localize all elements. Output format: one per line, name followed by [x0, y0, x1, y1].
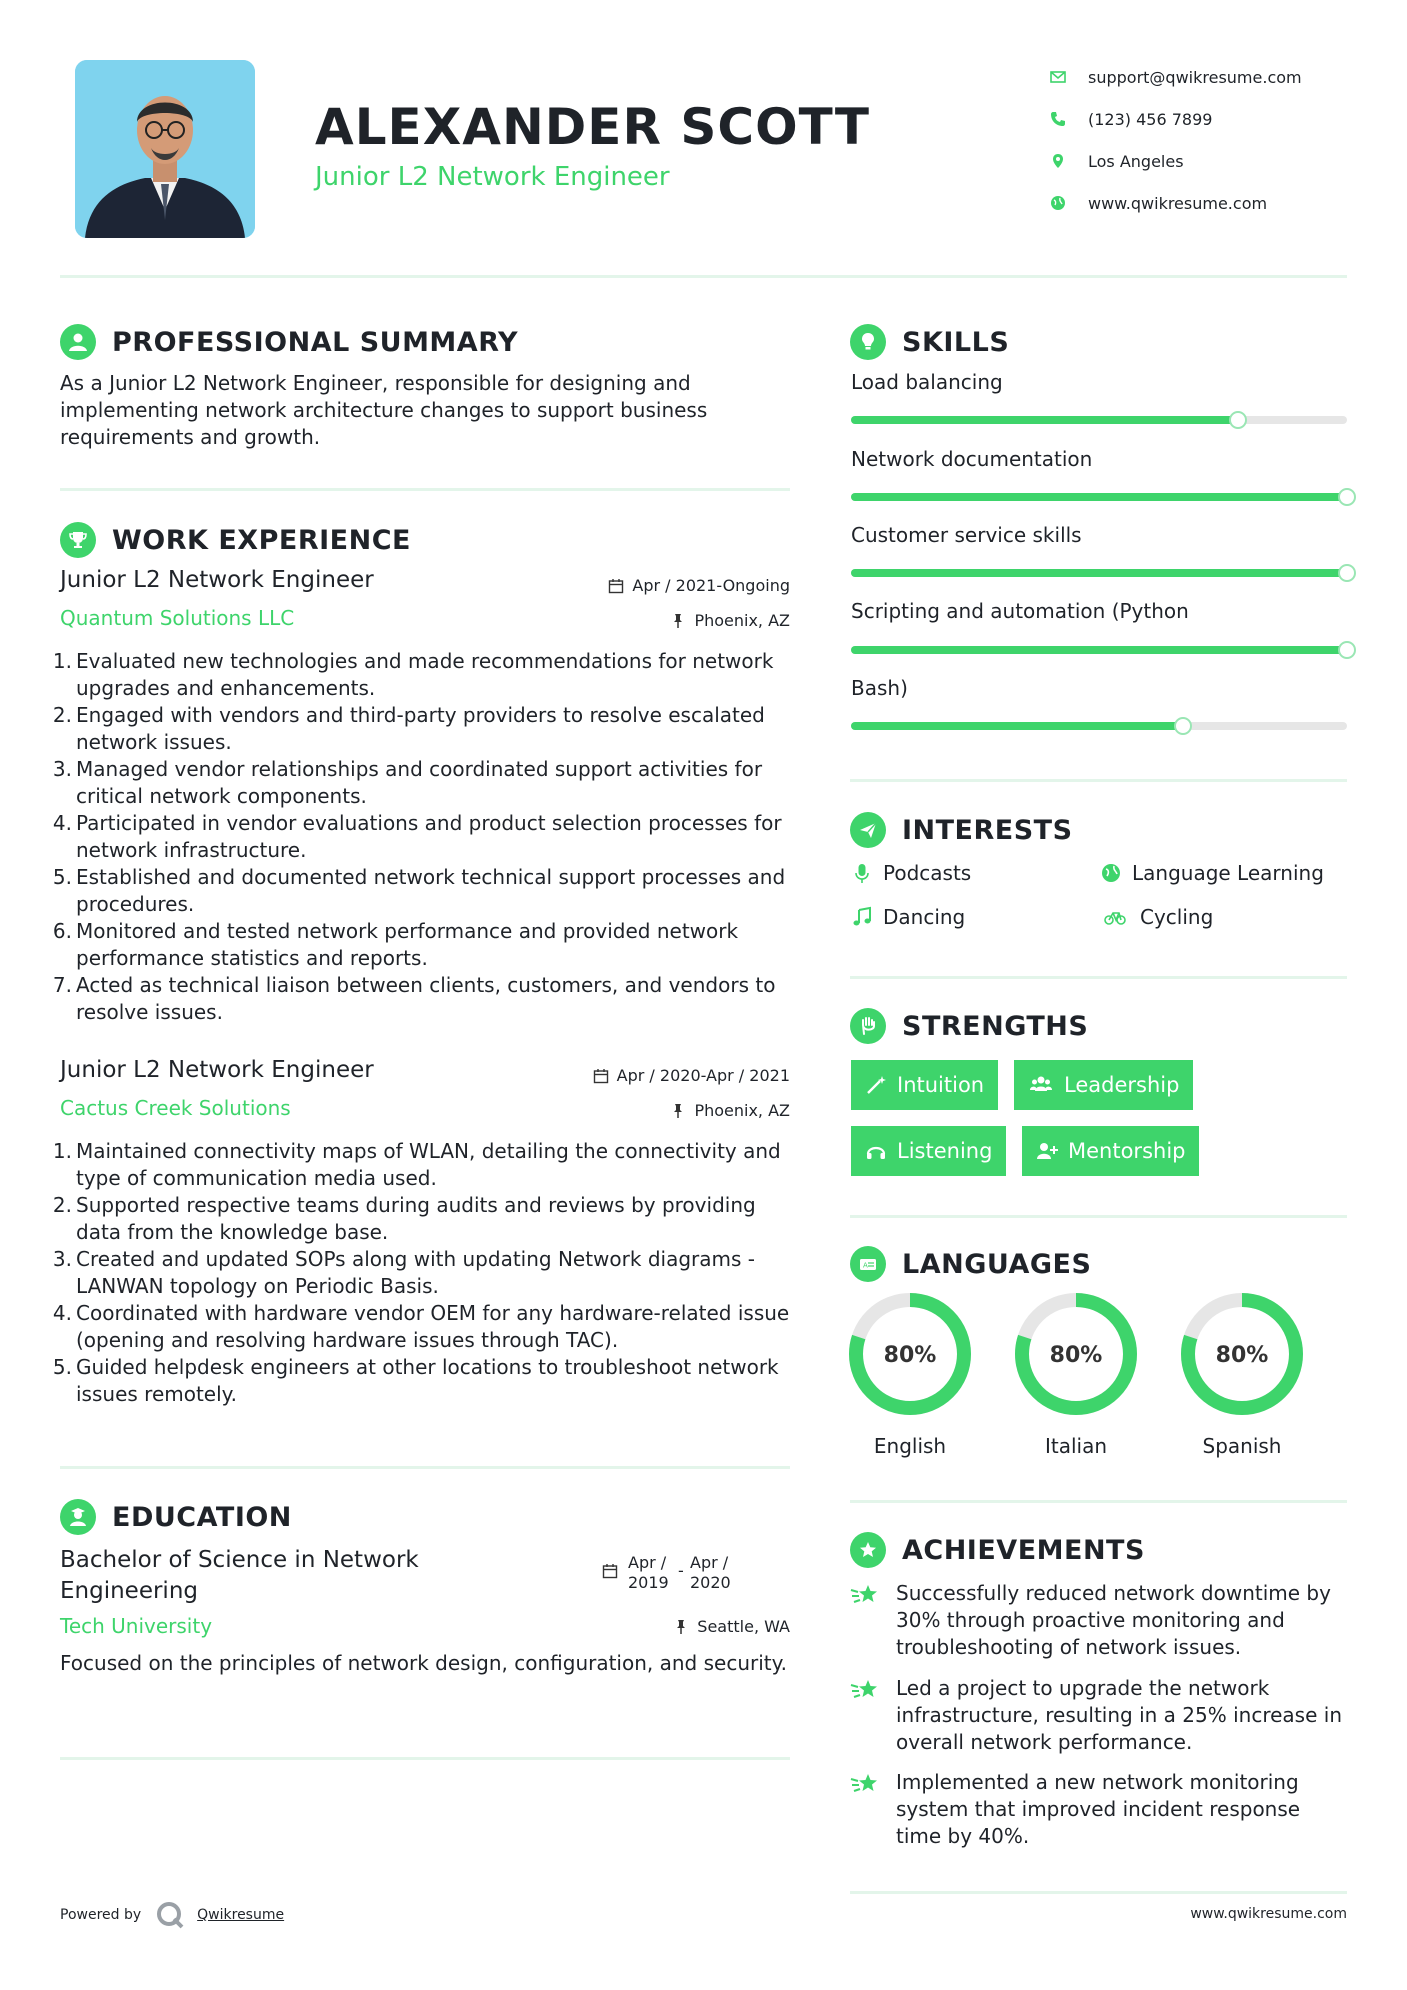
candidate-role: Junior L2 Network Engineer	[315, 162, 670, 192]
interest-label: Cycling	[1140, 905, 1214, 929]
skill-label: Network documentation	[851, 447, 1093, 471]
person-portrait-image	[75, 60, 255, 238]
skill-bar	[851, 493, 1347, 501]
skill-bar	[851, 722, 1347, 730]
interest-label: Dancing	[883, 905, 966, 929]
contact-website-text: www.qwikresume.com	[1088, 193, 1268, 213]
strengths-title: STRENGTHS	[902, 1010, 1089, 1042]
experience-title: WORK EXPERIENCE	[112, 524, 411, 556]
job-1-title: Junior L2 Network Engineer	[60, 567, 374, 593]
paper-plane-icon	[857, 819, 879, 841]
interests-heading	[850, 810, 1073, 850]
graduate-icon	[67, 1506, 89, 1528]
list-item: 2. Engaged with vendors and third-party providers to resolve escalated network issues.	[52, 703, 765, 754]
strength-tag-intuition	[851, 1060, 998, 1110]
strength-tag-leadership	[1014, 1060, 1193, 1110]
summary-text: As a Junior L2 Network Engineer, responsible for designing and implementing network architecture changes to support business requirements and growth.	[60, 371, 708, 449]
skills-heading	[850, 322, 1009, 362]
language-spanish	[1180, 1292, 1304, 1458]
strength-tag-listening	[851, 1126, 1006, 1176]
list-item: 1. Evaluated new technologies and made recommendations for network upgrades and enhancements.	[52, 649, 774, 700]
strength-tag-mentorship	[1022, 1126, 1199, 1176]
job-1-company: Quantum Solutions LLC	[60, 606, 295, 630]
list-item: 5. Established and documented network technical support processes and procedures.	[52, 865, 786, 916]
pushpin-icon	[670, 613, 686, 629]
job-2-location-text: Phoenix, AZ	[694, 1101, 790, 1120]
contact-location-text: Los Angeles	[1088, 151, 1184, 171]
interest-label: Language Learning	[1132, 861, 1324, 885]
qwikresume-link[interactable]: Qwikresume	[197, 1907, 285, 1923]
contact-location	[1050, 140, 1380, 182]
shooting-star-icon	[850, 1677, 880, 1703]
skill-bar-fill	[851, 416, 1238, 424]
hand-icon	[857, 1015, 879, 1037]
education-divider	[60, 1757, 790, 1760]
list-item: 6. Monitored and tested network performance and provided network performance statistics and reports.	[52, 919, 739, 970]
achievements-title: ACHIEVEMENTS	[902, 1534, 1145, 1566]
interests-divider	[850, 976, 1347, 979]
education-location	[560, 1617, 790, 1636]
strength-label: Leadership	[1064, 1073, 1180, 1097]
language-progress-ring	[848, 1292, 972, 1416]
pushpin-icon	[670, 1103, 686, 1119]
summary-title: PROFESSIONAL SUMMARY	[112, 326, 519, 358]
user-icon	[67, 331, 89, 353]
skill-slider-handle	[1338, 488, 1356, 506]
job-1-location	[560, 611, 790, 630]
contact-email[interactable]	[1050, 56, 1380, 98]
strengths-divider	[850, 1215, 1347, 1218]
education-date	[602, 1553, 740, 1593]
calendar-icon	[593, 1068, 609, 1084]
header-divider	[60, 275, 1347, 278]
education-date-start: Apr / 2019	[628, 1553, 669, 1592]
achievement-item	[850, 1675, 1347, 1756]
education-date-separator: -	[678, 1561, 684, 1580]
job-2-company: Cactus Creek Solutions	[60, 1096, 291, 1120]
contact-info	[1050, 56, 1380, 224]
music-note-icon	[851, 906, 873, 928]
experience-divider	[60, 1466, 790, 1469]
language-progress-ring	[1014, 1292, 1138, 1416]
language-progress-ring	[1180, 1292, 1304, 1416]
contact-phone[interactable]	[1050, 98, 1380, 140]
skill-label: Scripting and automation (Python	[851, 599, 1189, 623]
job-2-date-text: Apr / 2020-Apr / 2021	[616, 1066, 790, 1085]
skill-slider-handle	[1229, 411, 1247, 429]
education-date-end: Apr / 2020	[690, 1553, 731, 1592]
list-item: 3. Created and updated SOPs along with updating Network diagrams - LANWAN topology on Periodic Basis.	[52, 1247, 755, 1298]
languages-divider	[850, 1500, 1347, 1503]
list-item: 5. Guided helpdesk engineers at other locations to troubleshoot network issues remotely.	[52, 1355, 779, 1406]
strength-label: Intuition	[897, 1073, 985, 1097]
job-2-location	[560, 1101, 790, 1120]
summary-heading	[60, 322, 518, 362]
language-name: English	[873, 1434, 947, 1458]
shooting-star-icon	[850, 1771, 880, 1797]
contact-email-text: support@qwikresume.com	[1088, 67, 1302, 87]
user-plus-icon	[1036, 1140, 1058, 1162]
education-location-text: Seattle, WA	[697, 1617, 790, 1636]
language-english	[848, 1292, 972, 1458]
footer-website[interactable]	[1100, 1906, 1347, 1922]
globe-icon	[1050, 195, 1066, 211]
powered-by-text: Powered by	[60, 1907, 142, 1923]
language-percent: 80%	[1049, 1343, 1103, 1368]
list-item: 3. Managed vendor relationships and coordinated support activities for critical network components.	[52, 757, 763, 808]
skill-label: Bash)	[851, 676, 908, 700]
lightbulb-icon	[857, 331, 879, 353]
skill-bar	[851, 569, 1347, 577]
skill-slider-handle	[1338, 564, 1356, 582]
job-2-date	[560, 1066, 790, 1085]
skills-title: SKILLS	[902, 326, 1010, 358]
headphones-icon	[865, 1140, 887, 1162]
skill-slider-handle	[1174, 717, 1192, 735]
skills-divider	[850, 779, 1347, 782]
globe-icon	[1100, 862, 1122, 884]
language-name: Spanish	[1202, 1434, 1282, 1458]
achievements-heading	[850, 1530, 1145, 1570]
svg-text:A: A	[863, 1261, 868, 1270]
calendar-icon	[608, 578, 624, 594]
trophy-icon	[67, 529, 89, 551]
languages-title: LANGUAGES	[902, 1248, 1092, 1280]
interest-language-learning	[1100, 861, 1324, 885]
education-heading	[60, 1497, 292, 1537]
summary-divider	[60, 488, 790, 491]
list-item: 2. Supported respective teams during audits and reviews by providing data from the knowledge base.	[52, 1193, 756, 1244]
experience-heading	[60, 520, 411, 560]
interest-cycling	[1100, 905, 1213, 929]
contact-phone-text: (123) 456 7899	[1088, 109, 1213, 129]
achievement-text: Led a project to upgrade the network infrastructure, resulting in a 25% increase in overall network performance.	[896, 1676, 1342, 1754]
strength-label: Listening	[897, 1139, 993, 1163]
achievement-text: Successfully reduced network downtime by 30% through proactive monitoring and troubleshooting of network issues.	[896, 1581, 1331, 1659]
skill-bar-fill	[851, 493, 1347, 501]
achievement-text: Implemented a new network monitoring system that improved incident response time by 40%.	[896, 1770, 1301, 1848]
achievement-item	[850, 1580, 1347, 1661]
languages-heading	[850, 1244, 1091, 1284]
list-item: 4. Participated in vendor evaluations and product selection processes for network infrastructure.	[52, 811, 782, 862]
footer-powered-by	[60, 1900, 284, 1930]
bicycle-icon	[1100, 906, 1130, 928]
language-name: Italian	[1044, 1434, 1108, 1458]
achievements-divider	[850, 1891, 1347, 1894]
job-2-responsibilities	[52, 1138, 792, 1408]
list-item: 1. Maintained connectivity maps of WLAN, detailing the connectivity and type of communication media used.	[52, 1139, 781, 1190]
job-1-date-text: Apr / 2021-Ongoing	[632, 576, 790, 595]
language-percent: 80%	[1215, 1343, 1269, 1368]
skill-slider-handle	[1338, 641, 1356, 659]
education-title: EDUCATION	[112, 1501, 292, 1533]
interest-label: Podcasts	[883, 861, 972, 885]
skill-bar-fill	[851, 646, 1347, 654]
qwikresume-logo-icon	[155, 1900, 185, 1930]
job-1-location-text: Phoenix, AZ	[694, 611, 790, 630]
map-pin-icon	[1050, 153, 1066, 169]
education-school: Tech University	[60, 1614, 213, 1638]
interest-dancing	[851, 905, 965, 929]
list-item: 4. Coordinated with hardware vendor OEM for any hardware-related issue (opening and resolving hardware issues through TAC).	[52, 1301, 790, 1352]
skill-bar	[851, 646, 1347, 654]
skill-label: Load balancing	[851, 370, 1003, 394]
magic-wand-icon	[865, 1074, 887, 1096]
candidate-name: ALEXANDER SCOTT	[315, 98, 870, 156]
shooting-star-icon	[850, 1582, 880, 1608]
footer-website-text: www.qwikresume.com	[1190, 1906, 1347, 1922]
calendar-icon	[602, 1563, 618, 1579]
users-icon	[1028, 1074, 1054, 1096]
language-italian	[1014, 1292, 1138, 1458]
star-badge-icon	[857, 1539, 879, 1561]
skill-label: Customer service skills	[851, 523, 1082, 547]
microphone-icon	[851, 862, 873, 884]
skill-bar-fill	[851, 722, 1183, 730]
education-degree: Bachelor of Science in Network Engineering	[60, 1547, 419, 1604]
achievement-item	[850, 1769, 1347, 1850]
job-2-title: Junior L2 Network Engineer	[60, 1057, 374, 1083]
contact-website[interactable]	[1050, 182, 1380, 224]
education-text: Focused on the principles of network design, configuration, and security.	[60, 1651, 787, 1675]
language-percent: 80%	[883, 1343, 937, 1368]
job-1-date	[560, 576, 790, 595]
pushpin-icon	[673, 1619, 689, 1635]
strength-label: Mentorship	[1068, 1139, 1186, 1163]
envelope-icon	[1050, 69, 1066, 85]
skill-bar-fill	[851, 569, 1347, 577]
phone-icon	[1050, 111, 1066, 127]
skill-bar	[851, 416, 1347, 424]
strengths-heading	[850, 1006, 1088, 1046]
interests-title: INTERESTS	[902, 814, 1073, 846]
profile-photo	[75, 60, 255, 238]
interest-podcasts	[851, 861, 971, 885]
list-item: 7. Acted as technical liaison between clients, customers, and vendors to resolve issues.	[52, 973, 776, 1024]
language-card-icon	[857, 1253, 879, 1275]
job-1-responsibilities	[52, 648, 792, 1026]
